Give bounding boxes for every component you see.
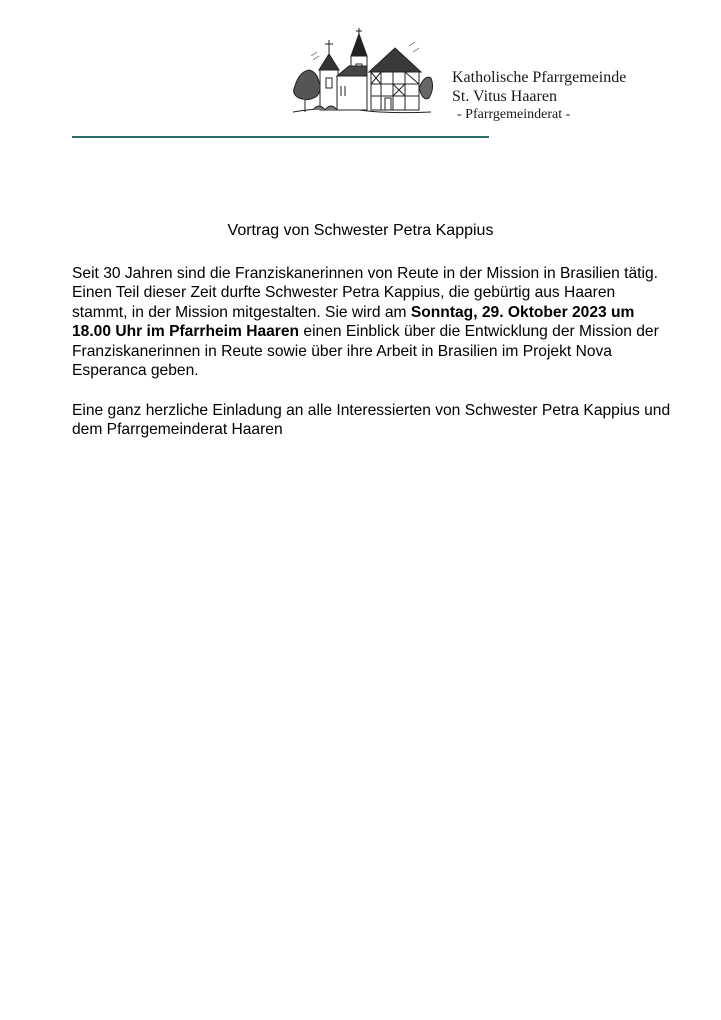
church-logo-illustration <box>289 26 435 120</box>
organization-name-block <box>452 68 626 123</box>
header-divider <box>72 136 489 138</box>
paragraph1-text-a: Seit 30 Jahren sind die Franziskanerinnen von Reute in der Mission in Brasilien tätig. Einen Teil dieser Zeit durfte Schwester Petra Kappius, die gebürtig aus Haaren stammt, in der Mission mitgestalten. Sie wird am <box>72 265 658 321</box>
org-name-line1: Katholische Pfarrgemeinde <box>452 69 627 86</box>
org-name-line2: St. Vitus Haaren <box>452 88 557 105</box>
document-title: Vortrag von Schwester Petra Kappius <box>227 222 494 239</box>
paragraph1-text-b: einen Einblick über die Entwicklung der Mission der Franziskanerinnen in Reute sowie über ihre Arbeit in Brasilien im Projekt Nova Esperanca geben. <box>72 323 659 380</box>
event-date-location: Sonntag, 29. Oktober 2023 um 18.00 Uhr im Pfarrheim Haaren <box>72 303 635 341</box>
body-paragraph-1 <box>72 264 672 380</box>
org-subtitle: - Pfarrgemeinderat - <box>457 107 571 122</box>
body-paragraph-2: Eine ganz herzliche Einladung an alle Interessierten von Schwester Petra Kappius und dem Pfarrgemeinderat Haaren <box>72 402 671 439</box>
